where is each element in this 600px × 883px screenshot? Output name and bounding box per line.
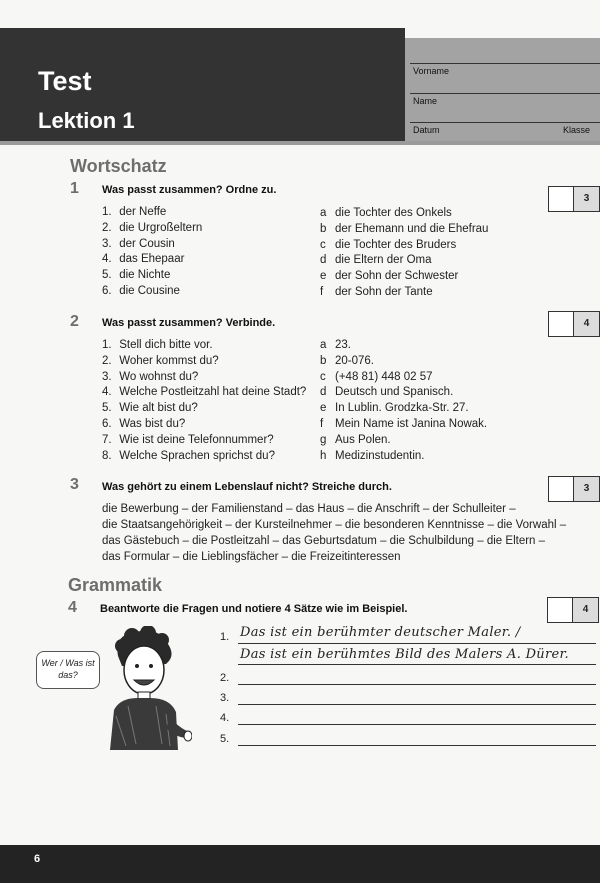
list-item: e der Sohn der Schwester [320, 270, 459, 283]
answer-line [238, 643, 596, 644]
blank-number: 2. [220, 672, 230, 684]
word-line[interactable]: die Staatsangehörigkeit – der Kursteilnehmer – die besonderen Kenntnisse – die Vorwahl – [102, 519, 567, 531]
speech-bubble-text: Wer / Was ist das? [41, 658, 95, 680]
list-item: 3. der Cousin [102, 237, 175, 250]
task4-score-box[interactable] [547, 597, 599, 623]
word-line[interactable]: das Formular – die Lieblingsfächer – die Freizeitinteressen [102, 551, 401, 563]
task2-score-box[interactable] [548, 311, 600, 337]
example-answer-line2: Das ist ein berühmtes Bild des Malers A. Dürer. [240, 647, 569, 662]
word-line[interactable]: das Gästebuch – die Postleitzahl – das Geburtsdatum – die Schulbildung – die Eltern – [102, 535, 546, 547]
task3-question: Was gehört zu einem Lebenslauf nicht? Streiche durch. [102, 481, 392, 493]
list-item: 6. die Cousine [102, 284, 180, 297]
task4-question: Beantworte die Fragen und notiere 4 Sätze wie im Beispiel. [100, 603, 408, 615]
task1-question: Was passt zusammen? Ordne zu. [102, 184, 277, 196]
task4-points: 4 [573, 598, 598, 622]
answer-input-line[interactable] [238, 724, 596, 725]
task3-number: 3 [70, 476, 79, 493]
answer-line [238, 664, 596, 665]
list-item: a 23. [320, 339, 351, 351]
task3-points: 3 [574, 477, 599, 501]
task1-score-box[interactable] [548, 186, 600, 212]
page-number: 6 [34, 853, 41, 865]
task2-question: Was passt zusammen? Verbinde. [102, 317, 276, 329]
list-item: 1. der Neffe [102, 206, 167, 218]
task4-number: 4 [68, 599, 77, 616]
list-item: 5. die Nichte [102, 269, 171, 282]
list-item: d die Eltern der Oma [320, 254, 432, 267]
list-item: f der Sohn der Tante [320, 285, 433, 298]
blank-number: 5. [220, 733, 230, 745]
page-footer [0, 845, 600, 883]
datum-line[interactable] [410, 122, 600, 123]
list-item: b der Ehemann und die Ehefrau [320, 222, 489, 235]
section-wortschatz: Wortschatz [70, 156, 167, 176]
man-illustration [96, 626, 192, 750]
name-line[interactable] [410, 93, 600, 94]
list-item: 5. Wie alt bist du? [102, 402, 198, 415]
task1-right-list [320, 206, 550, 301]
header-divider [0, 141, 600, 145]
list-item: e In Lublin. Grodzka-Str. 27. [320, 402, 469, 415]
list-item: d Deutsch und Spanisch. [320, 386, 454, 399]
task2-right-list [320, 338, 550, 464]
task1-left-list [102, 205, 312, 300]
task3-score-box[interactable] [548, 476, 600, 502]
list-item: b 20-076. [320, 354, 375, 367]
example-number: 1. [220, 631, 230, 643]
list-item: a die Tochter des Onkels [320, 207, 452, 219]
name-label: Name [413, 96, 438, 106]
task2-number: 2 [70, 313, 79, 330]
section-grammatik: Grammatik [68, 575, 163, 595]
word-line[interactable]: die Bewerbung – der Familienstand – das Haus – die Anschrift – der Schulleiter – [102, 503, 516, 515]
answer-input-line[interactable] [238, 704, 596, 705]
task1-points: 3 [574, 187, 599, 211]
list-item: 1. Stell dich bitte vor. [102, 339, 213, 351]
blank-number: 4. [220, 712, 230, 724]
task3-word-list [102, 501, 572, 565]
list-item: 6. Was bist du? [102, 417, 186, 430]
lesson-title: Lektion 1 [38, 108, 135, 133]
example-answer-line1: Das ist ein berühmter deutscher Maler. / [240, 625, 521, 640]
list-item: 7. Wie ist deine Telefonnummer? [102, 433, 274, 446]
test-title: Test [38, 66, 92, 96]
list-item: 4. Welche Postleitzahl hat deine Stadt? [102, 386, 307, 399]
task2-left-list [102, 338, 317, 464]
list-item: 2. die Urgroßeltern [102, 221, 203, 234]
task1-number: 1 [70, 180, 79, 197]
list-item: 4. das Ehepaar [102, 253, 185, 266]
list-item: c (+48 81) 448 02 57 [320, 370, 433, 383]
list-item: h Medizinstudentin. [320, 449, 425, 462]
list-item: f Mein Name ist Janina Nowak. [320, 417, 488, 430]
answer-input-line[interactable] [238, 745, 596, 746]
speech-bubble [36, 651, 100, 689]
list-item: c die Tochter des Bruders [320, 238, 457, 251]
list-item: 2. Woher kommst du? [102, 354, 219, 367]
blank-number: 3. [220, 692, 230, 704]
task2-points: 4 [574, 312, 599, 336]
list-item: g Aus Polen. [320, 433, 391, 446]
list-item: 8. Welche Sprachen sprichst du? [102, 449, 275, 462]
vorname-line[interactable] [410, 63, 600, 64]
klasse-label: Klasse [563, 125, 591, 135]
datum-label: Datum [413, 125, 440, 135]
answer-input-line[interactable] [238, 684, 596, 685]
list-item: 3. Wo wohnst du? [102, 370, 199, 383]
vorname-label: Vorname [413, 66, 450, 76]
